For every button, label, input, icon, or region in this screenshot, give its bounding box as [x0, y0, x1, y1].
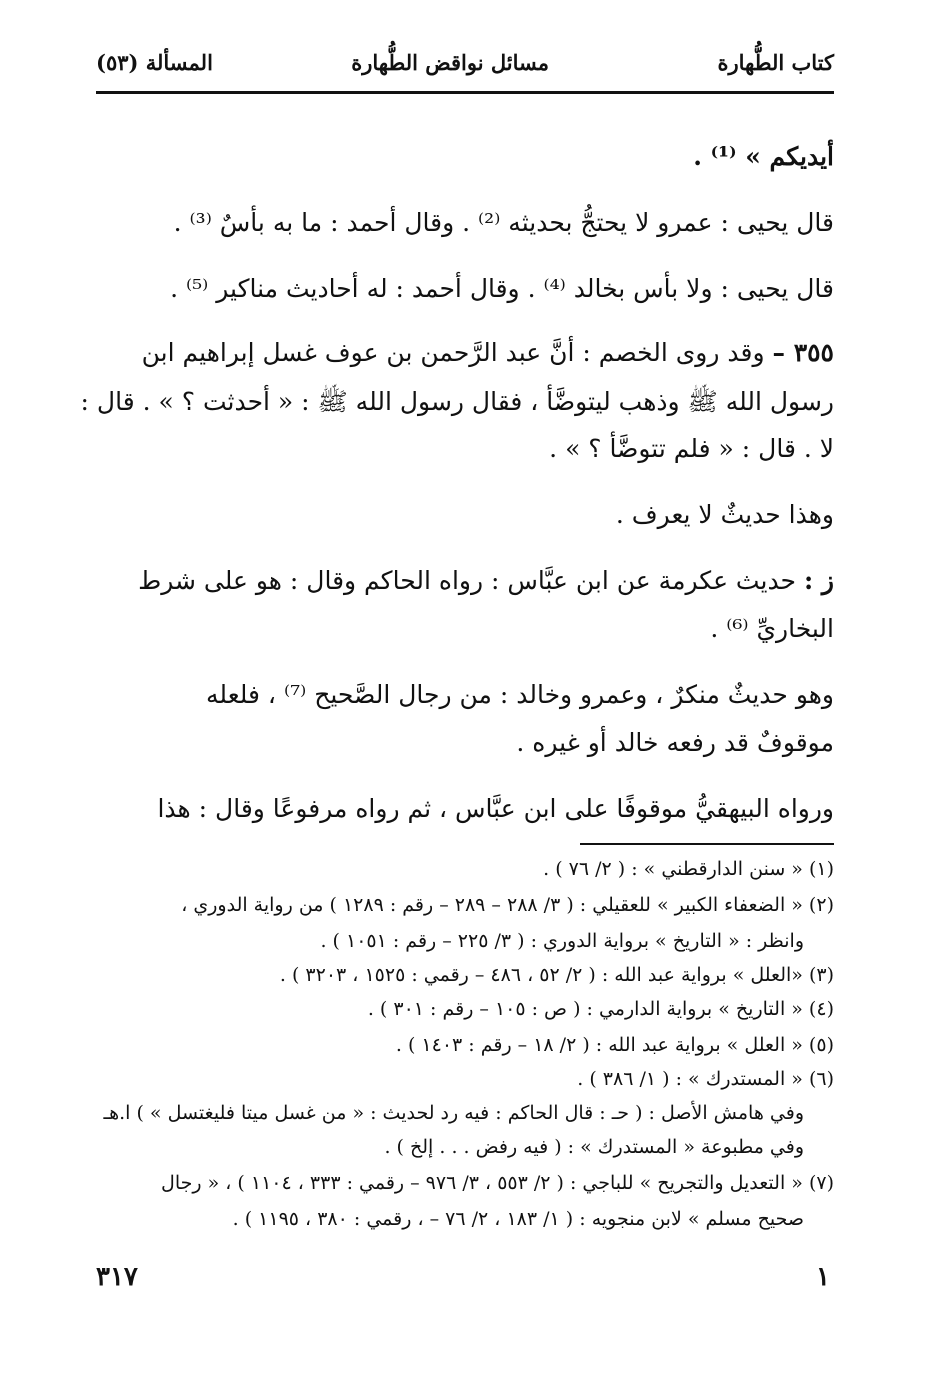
body-text: وقد روى الخصم : أنَّ عبد الرَّحمن بن عوف غسل إبراهيم ابن: [141, 338, 765, 367]
footnote-7-cont: صحيح مسلم » لابن منجويه : ( ١/ ١٨٣ ، ٢/ ٧٦ – ، رقمي : ٣٨٠ ، ١١٩٥ ) .: [232, 1208, 804, 1230]
footnote-7: (٧) « التعديل والتجريح » للباجي : ( ٢/ ٥٥٣ ، ٣/ ٩٧٦ – رقمي : ٣٣٣ ، ١١٠٤ ) ، « رجال: [161, 1172, 834, 1194]
body-line-7: [96, 500, 834, 529]
body-line-12: [96, 794, 834, 823]
body-text: ورواه البيهقيُّ موقوفًا على ابن عبَّاس ، ثم رواه مرفوعًا وقال : هذا: [157, 794, 834, 823]
author-mark: ز :: [803, 566, 834, 595]
footnote-6-note-1: وفي هامش الأصل : ( حـ : قال الحاكم : فيه رد لحديث : « من غسل ميتا فليغتسل » ) ا.هـ: [103, 1102, 804, 1124]
body-line-10: [96, 680, 834, 709]
footnote-5: (٥) « العلل » برواية عبد الله : ( ٢/ ١٨ – رقم : ١٤٠٣ ) .: [395, 1034, 834, 1056]
running-header: [96, 44, 834, 84]
body-line-4: [96, 338, 834, 367]
body-text: قال يحيى : ولا بأس بخالد ⁽⁴⁾ . وقال أحمد : له أحاديث مناكير ⁽⁵⁾ .: [170, 274, 834, 303]
body-line-11: [96, 728, 834, 757]
body-text: وهو حديثٌ منكرٌ ، وعمرو وخالد : من رجال الصَّحيح ⁽⁷⁾ ، فلعله: [206, 680, 834, 709]
footnote-2-cont: وانظر : « التاريخ » برواية الدوري : ( ٣/ ٢٢٥ – رقم : ١٠٥١ ) .: [320, 930, 804, 952]
header-issue-number: المسألة (٥٣): [96, 50, 213, 75]
footnote-6-note-2: وفي مطبوعة « المستدرك » : ( فيه رفض . . . إلخ ) .: [384, 1136, 804, 1158]
body-line-1: [96, 142, 834, 171]
header-chapter-title: مسائل نواقض الطُّهارة: [351, 50, 549, 75]
body-text: البخاريِّ ⁽⁶⁾ .: [710, 614, 834, 643]
volume-number: ١: [816, 1262, 830, 1292]
body-line-8: [96, 566, 834, 595]
issue-number: ٣٥٥ –: [772, 338, 834, 367]
body-line-2: [96, 208, 834, 237]
footnote-1: (١) « سنن الدارقطني » : ( ٢/ ٧٦ ) .: [543, 858, 834, 880]
header-rule: [96, 91, 834, 94]
footnote-2: (٢) « الضعفاء الكبير » للعقيلي : ( ٣/ ٢٨٨ – ٢٨٩ – رقم : ١٢٨٩ ) من رواية الدوري ،: [181, 894, 834, 916]
body-text: لا . قال : « فلم تتوضَّأ ؟ » .: [549, 434, 834, 463]
body-line-9: [96, 614, 834, 643]
footnote-3: (٣) «العلل » برواية عبد الله : ( ٢/ ٥٢ ، ٤٨٦ – رقمي : ١٥٢٥ ، ٣٢٠٣ ) .: [279, 964, 834, 986]
body-line-6: [96, 434, 834, 463]
page-number: ٣١٧: [96, 1262, 138, 1292]
body-line-3: [96, 274, 834, 303]
body-text: وهذا حديثٌ لا يعرف .: [615, 500, 834, 529]
body-text: حديث عكرمة عن ابن عبَّاس : رواه الحاكم وقال : هو على شرط: [138, 566, 797, 595]
footnote-rule: [580, 843, 834, 845]
footnote-6: (٦) « المستدرك » : ( ١/ ٣٨٦ ) .: [577, 1068, 834, 1090]
body-text: موقوفٌ قد رفعه خالد أو غيره .: [516, 728, 834, 757]
body-text: قال يحيى : عمرو لا يحتجُّ بحديثه ⁽²⁾ . وقال أحمد : ما به بأسٌ ⁽³⁾ .: [173, 208, 834, 237]
footnote-4: (٤) « التاريخ » برواية الدارمي : ( ص : ١٠٥ – رقم : ٣٠١ ) .: [367, 998, 834, 1020]
body-text: أيديكم » ⁽¹⁾ .: [693, 142, 834, 171]
body-line-5: [80, 386, 834, 423]
header-book-title: كتاب الطُّهارة: [717, 50, 834, 75]
body-text: رسول الله ﷺ وذهب ليتوضَّأ ، فقال رسول الله ﷺ : « أحدثت ؟ » . قال :: [80, 387, 834, 416]
